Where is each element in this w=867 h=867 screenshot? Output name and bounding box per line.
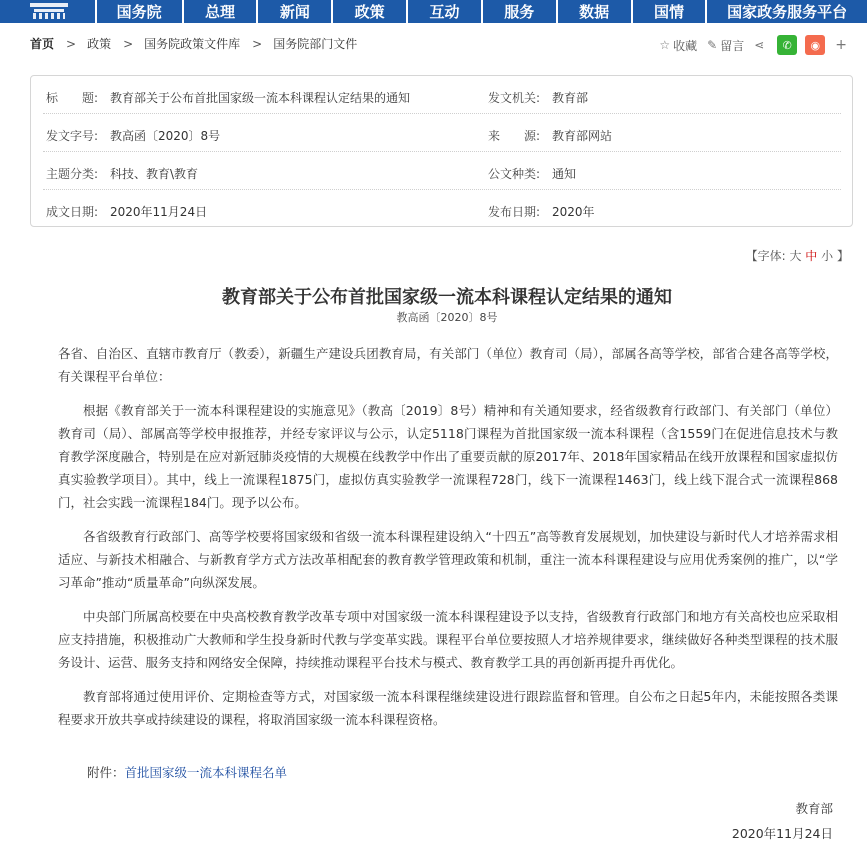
info-title-value: 教育部关于公布首批国家级一流本科课程认定结果的通知 <box>110 91 411 105</box>
breadcrumb-department-docs[interactable]: 国务院部门文件 <box>273 37 358 51</box>
font-size-large[interactable]: 大 <box>789 249 802 263</box>
nav-item-service-platform[interactable]: 国家政务服务平台 <box>707 0 867 23</box>
info-row <box>43 190 841 228</box>
article-paragraph: 各省、自治区、直辖市教育厅（教委），新疆生产建设兵团教育局，有关部门（单位）教育司（局），部属各高等学校，部省合建各高等学校，有关课程平台单位： <box>58 346 838 384</box>
breadcrumb-policy[interactable]: 政策 <box>87 37 112 51</box>
info-written-label: 成文日期: <box>46 205 99 219</box>
info-topic-label: 主题分类: <box>46 167 99 181</box>
info-type-label: 公文种类: <box>488 167 541 181</box>
info-source-value: 教育部网站 <box>552 129 613 143</box>
nav-item-data[interactable]: 数据 <box>558 0 631 23</box>
nav-item-premier[interactable]: 总理 <box>184 0 257 23</box>
share-button[interactable] <box>754 38 767 52</box>
signer: 教育部 <box>795 801 833 816</box>
favorite-label: 收藏 <box>673 38 698 53</box>
article-body <box>58 342 838 742</box>
attachment-label: 附件： <box>87 765 125 780</box>
nav-item-news[interactable]: 新闻 <box>258 0 331 23</box>
article-paragraph: 教育部将通过使用评价、定期检查等方式，对国家级一流本科课程继续建设进行跟踪监督和管理。自公布之日起5年内，未能按照各类课程要求开放共享或持续建设的课程，将取消国家级一流本科课程资格。 <box>58 689 838 727</box>
top-navigation <box>0 0 867 23</box>
star-icon: ☆ <box>659 38 671 52</box>
info-row <box>43 114 841 152</box>
attachment <box>87 763 287 781</box>
favorite-button[interactable] <box>659 37 697 54</box>
breadcrumb-separator: > <box>66 36 77 51</box>
article-paragraph: 各省级教育行政部门、高等学校要将国家级和省级一流本科课程建设纳入“十四五”高等教育发展规划，加快建设与新时代人才培养需求相适应、与新技术相融合、与新教育学方式方法改革相配套的教育教学管理政策和机制，重注一流本科课程建设与应用优秀案例的推广，以“学习革命”推动“质量革命”向纵深发展。 <box>58 529 838 590</box>
breadcrumb-bar <box>0 23 867 63</box>
nav-item-state-council[interactable]: 国务院 <box>97 0 182 23</box>
article-docno: 教高函〔2020〕8号 <box>396 311 498 324</box>
nav-item-service[interactable]: 服务 <box>483 0 556 23</box>
gov-logo[interactable] <box>0 0 95 23</box>
font-size-small[interactable]: 小 <box>821 249 834 263</box>
comment-button[interactable] <box>707 37 744 54</box>
info-row <box>43 152 841 190</box>
font-size-prefix: 【字体: <box>745 249 786 263</box>
document-info-table <box>30 75 853 227</box>
font-size-control <box>746 247 849 264</box>
info-issuer-label: 发文机关: <box>488 91 541 105</box>
nav-item-interaction[interactable]: 互动 <box>408 0 481 23</box>
info-topic-value: 科技、教育\教育 <box>110 167 199 181</box>
sign-date: 2020年11月24日 <box>731 826 833 841</box>
info-type-value: 通知 <box>552 167 577 181</box>
share-icon: ⋖ <box>754 38 765 52</box>
breadcrumb-separator: > <box>252 36 263 51</box>
wechat-icon[interactable]: ✆ <box>777 35 797 55</box>
more-share-icon[interactable]: + <box>835 37 847 53</box>
nav-item-policy[interactable]: 政策 <box>333 0 406 23</box>
info-published-label: 发布日期: <box>488 205 541 219</box>
info-docno-value: 教高函〔2020〕8号 <box>110 129 221 143</box>
comment-label: 留言 <box>720 38 745 53</box>
info-docno-label: 发文字号: <box>46 129 99 143</box>
info-title-label: 标 题: <box>46 91 99 105</box>
info-row <box>43 76 841 114</box>
nav-item-national-info[interactable]: 国情 <box>633 0 706 23</box>
attachment-link[interactable]: 首批国家级一流本科课程名单 <box>124 765 288 780</box>
info-source-label: 来 源: <box>488 129 541 143</box>
font-size-suffix: 】 <box>836 249 849 263</box>
breadcrumb-separator: > <box>123 36 134 51</box>
breadcrumb-home[interactable]: 首页 <box>30 37 55 51</box>
info-written-value: 2020年11月24日 <box>110 205 208 219</box>
breadcrumb-policy-library[interactable]: 国务院政策文件库 <box>144 37 241 51</box>
share-toolbar <box>649 35 847 55</box>
weibo-icon[interactable]: ◉ <box>805 35 825 55</box>
breadcrumb <box>30 35 357 52</box>
info-published-value: 2020年 <box>552 205 595 219</box>
article-title: 教育部关于公布首批国家级一流本科课程认定结果的通知 <box>222 287 672 308</box>
article-paragraph: 中央部门所属高校要在中央高校教育教学改革专项中对国家级一流本科课程建设予以支持，省级教育行政部门和地方有关高校也应采取相应支持措施，积极推动广大教师和学生投身新时代教与学变革实践。课程平台单位要按照人才培养规律要求，继续做好各种类型课程的技术服务设计、运营、服务支持和网络安全保障，持续推动课程平台技术与模式、教育教学工具的再创新再提升再优化。 <box>58 609 838 670</box>
pencil-icon: ✎ <box>707 38 718 52</box>
article-paragraph: 根据《教育部关于一流本科课程建设的实施意见》（教高〔2019〕8号）精神和有关通知要求，经省级教育行政部门、有关部门（单位）教育司（局）、部属高等学校申报推荐，并经专家评议与公示，认定5118门课程为首批国家级一流本科课程（含1559门在促进信息技术与教育教学深度融合，特别是在应对新冠肺炎疫情的大规模在线教学中作出了重要贡献的原2017年、2018年国家精品在线开放课程和国家虚拟仿真实验教学项目）。其中，线上一流课程1875门，虚拟仿真实验教学一流课程728门，线下一流课程1463门，线上线下混合式一流课程868门，社会实践一流课程184门。现予以公布。 <box>58 403 838 510</box>
info-issuer-value: 教育部 <box>552 91 589 105</box>
font-size-medium[interactable]: 中 <box>805 249 818 263</box>
